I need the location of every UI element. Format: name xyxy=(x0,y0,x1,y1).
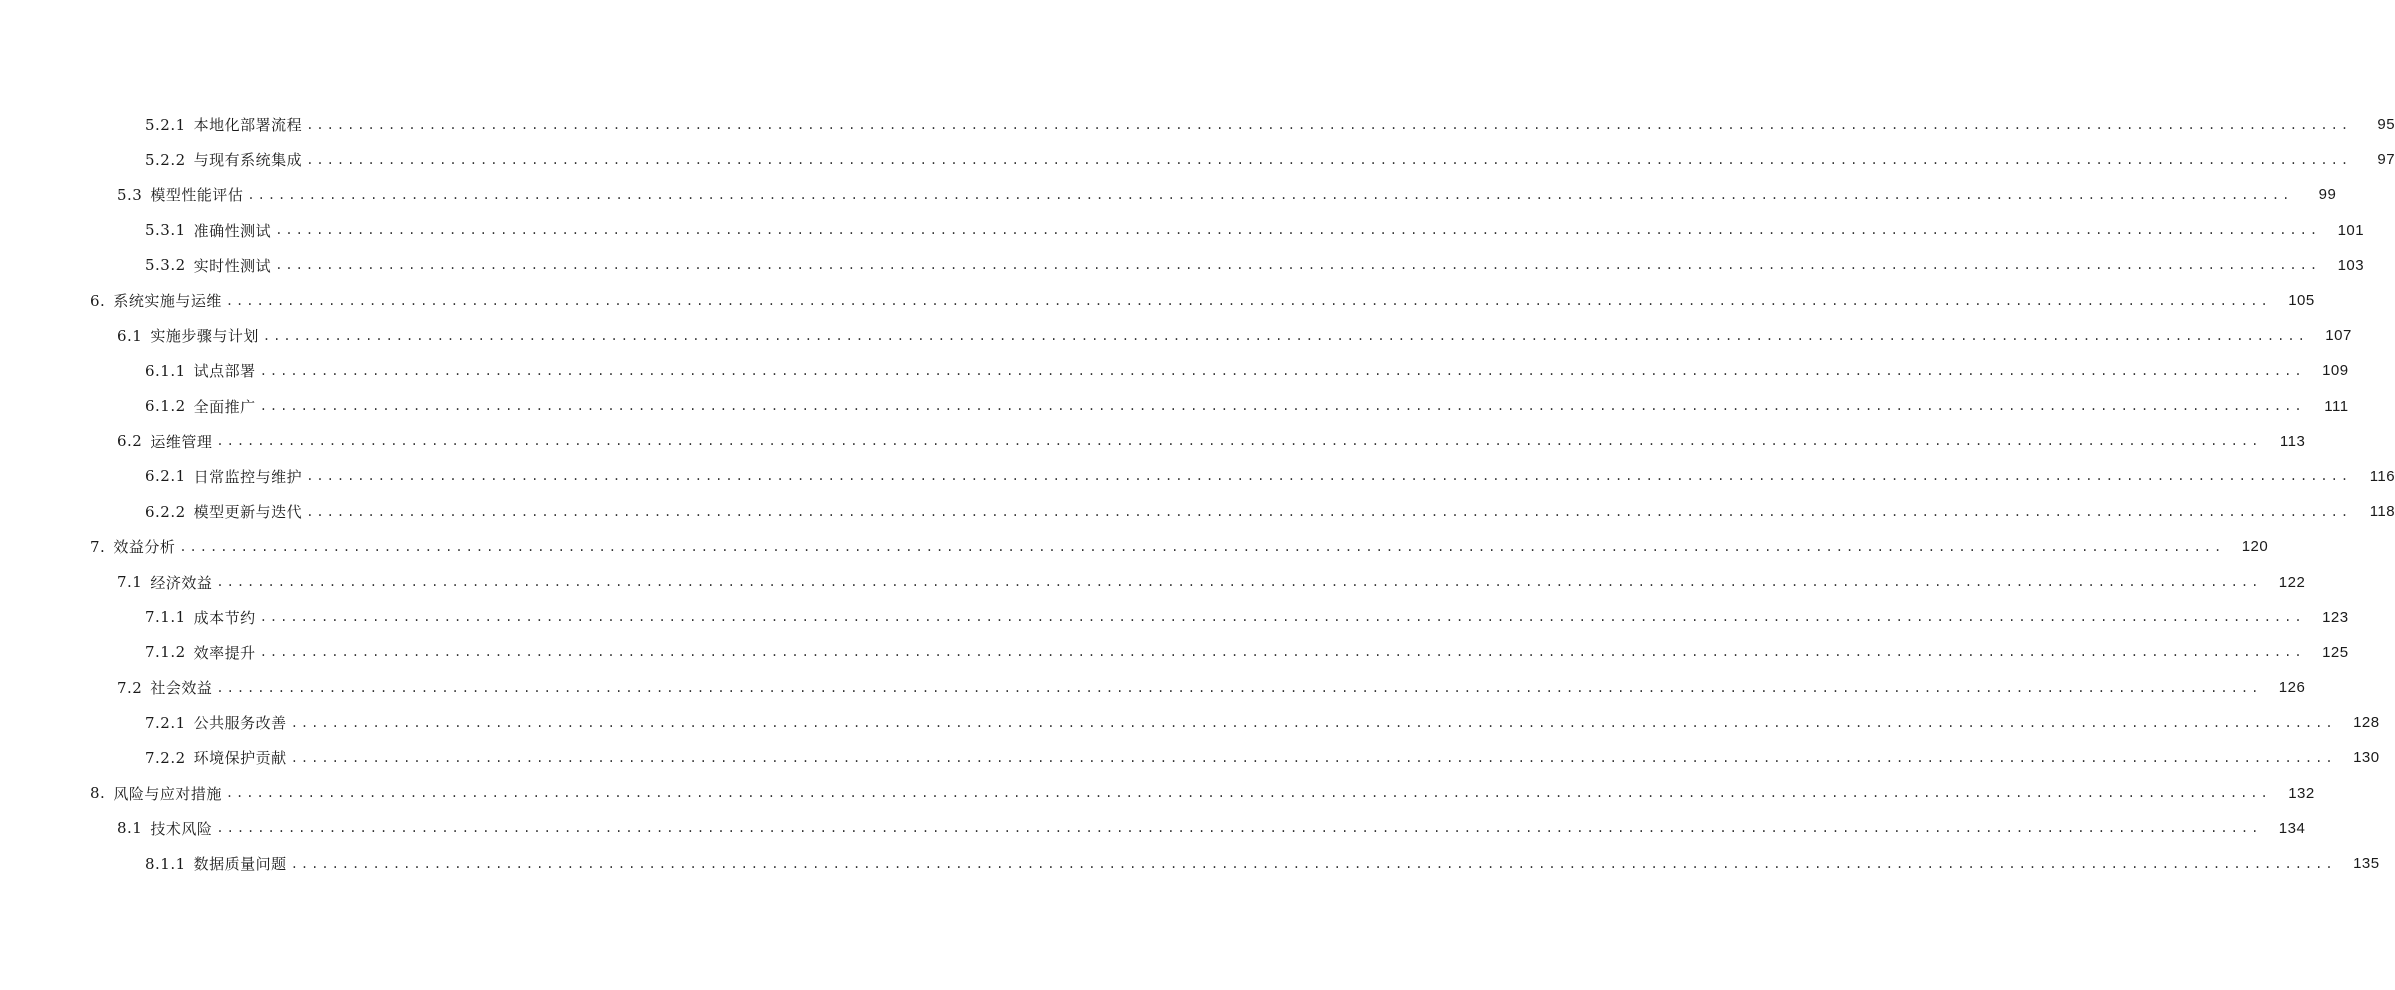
toc-entry-title: 本地化部署流程 xyxy=(193,116,303,135)
toc-page-number: 99 xyxy=(2318,186,2337,204)
toc-entry[interactable] xyxy=(0,459,2395,494)
toc-page-number: 109 xyxy=(2322,362,2349,380)
toc-dot-leader: ........................................................................................................................................................................................................ xyxy=(216,575,2262,590)
toc-entry-number: 5.3 xyxy=(117,185,143,204)
toc-entry-title: 实时性测试 xyxy=(193,256,272,275)
toc-entry[interactable] xyxy=(0,600,2349,635)
toc-entry-number: 8.1 xyxy=(117,819,143,838)
toc-entry[interactable] xyxy=(0,494,2395,529)
toc-entry[interactable] xyxy=(0,318,2352,353)
toc-entry-text xyxy=(145,747,287,768)
table-of-contents xyxy=(0,107,2395,881)
toc-dot-leader: ........................................................................................................................................................................................................ xyxy=(275,258,2321,273)
toc-page-number: 101 xyxy=(2337,221,2365,239)
toc-dot-leader: ........................................................................................................................................................................................................ xyxy=(179,539,2225,554)
toc-entry-text xyxy=(117,818,212,839)
toc-entry-number: 7.1 xyxy=(117,573,143,592)
toc-dot-leader: ........................................................................................................................................................................................................ xyxy=(259,645,2305,660)
toc-page-number: 134 xyxy=(2278,819,2306,837)
toc-entry-text xyxy=(145,607,256,628)
toc-page-number: 130 xyxy=(2353,749,2380,767)
toc-page-number: 103 xyxy=(2337,256,2365,274)
toc-entry-title: 模型性能评估 xyxy=(150,186,244,205)
toc-entry-number: 8. xyxy=(90,784,106,803)
toc-entry-text xyxy=(145,466,302,487)
toc-entry[interactable] xyxy=(0,142,2395,177)
toc-page-number: 123 xyxy=(2322,608,2349,626)
toc-dot-leader: ........................................................................................................................................................................................................ xyxy=(290,750,2336,765)
toc-entry-text xyxy=(117,325,259,346)
toc-dot-leader: ........................................................................................................................................................................................................ xyxy=(225,786,2271,801)
toc-entry-number: 6.2 xyxy=(117,432,143,451)
toc-dot-leader: ........................................................................................................................................................................................................ xyxy=(306,469,2352,484)
toc-entry[interactable] xyxy=(0,283,2315,318)
toc-entry-title: 实施步骤与计划 xyxy=(150,327,259,346)
toc-entry[interactable] xyxy=(0,846,2380,881)
toc-entry-number: 7.1.2 xyxy=(145,643,186,662)
toc-page-number: 113 xyxy=(2279,432,2306,450)
toc-entry-number: 5.3.2 xyxy=(145,256,186,275)
toc-page-number: 95 xyxy=(2377,116,2395,134)
toc-entry-number: 6. xyxy=(90,291,106,310)
toc-entry-number: 7. xyxy=(90,537,106,556)
toc-entry-text xyxy=(145,712,287,733)
toc-dot-leader: ........................................................................................................................................................................................................ xyxy=(262,328,2308,343)
toc-entry-title: 社会效益 xyxy=(150,679,213,698)
toc-dot-leader: ........................................................................................................................................................................................................ xyxy=(247,187,2293,202)
toc-entry-text xyxy=(145,114,302,135)
toc-dot-leader: ........................................................................................................................................................................................................ xyxy=(259,363,2305,378)
toc-entry[interactable] xyxy=(0,529,2269,564)
toc-entry-number: 6.2.2 xyxy=(145,502,186,521)
toc-entry[interactable] xyxy=(0,353,2349,388)
toc-dot-leader: ........................................................................................................................................................................................................ xyxy=(290,715,2336,730)
toc-entry[interactable] xyxy=(0,564,2306,599)
toc-entry-number: 6.1.2 xyxy=(145,397,186,416)
toc-entry-text xyxy=(90,536,175,557)
toc-entry[interactable] xyxy=(0,705,2380,740)
toc-entry-title: 经济效益 xyxy=(150,573,213,592)
toc-entry-number: 8.1.1 xyxy=(145,854,186,873)
toc-page-number: 107 xyxy=(2325,327,2352,345)
toc-page-number: 128 xyxy=(2353,714,2380,732)
toc-entry-text xyxy=(90,290,222,311)
toc-entry[interactable] xyxy=(0,248,2365,283)
toc-entry-text xyxy=(117,184,243,205)
toc-dot-leader: ........................................................................................................................................................................................................ xyxy=(306,152,2352,167)
toc-entry-title: 环境保护贡献 xyxy=(193,749,287,768)
toc-entry-title: 全面推广 xyxy=(193,397,256,416)
toc-entry[interactable] xyxy=(0,107,2395,142)
toc-entry-text xyxy=(145,642,256,663)
toc-entry[interactable] xyxy=(0,389,2349,424)
toc-entry-text xyxy=(145,396,256,417)
toc-entry-text xyxy=(145,360,256,381)
toc-page-number: 122 xyxy=(2278,573,2306,591)
toc-entry-number: 5.3.1 xyxy=(145,221,186,240)
toc-entry[interactable] xyxy=(0,177,2337,212)
toc-entry-title: 成本节约 xyxy=(193,608,256,627)
toc-page-number: 116 xyxy=(2369,467,2395,485)
toc-entry-title: 准确性测试 xyxy=(193,221,272,240)
toc-entry-title: 日常监控与维护 xyxy=(193,467,303,486)
toc-dot-leader: ........................................................................................................................................................................................................ xyxy=(216,434,2262,449)
toc-entry-number: 7.2.2 xyxy=(145,748,186,767)
toc-entry[interactable] xyxy=(0,740,2380,775)
toc-entry-number: 6.1.1 xyxy=(145,361,186,380)
toc-entry-number: 5.2.1 xyxy=(145,115,186,134)
toc-entry[interactable] xyxy=(0,635,2349,670)
toc-entry-number: 7.2.1 xyxy=(145,713,186,732)
toc-entry-title: 系统实施与运维 xyxy=(113,292,222,311)
toc-page-number: 105 xyxy=(2288,292,2315,310)
toc-dot-leader: ........................................................................................................................................................................................................ xyxy=(225,293,2271,308)
toc-entry[interactable] xyxy=(0,811,2306,846)
toc-entry-title: 运维管理 xyxy=(150,432,213,451)
toc-entry-text xyxy=(117,572,212,593)
toc-entry-text xyxy=(117,431,212,452)
toc-entry-title: 技术风险 xyxy=(150,819,213,838)
toc-entry-text xyxy=(90,783,222,804)
toc-entry-text xyxy=(145,220,271,241)
toc-entry-title: 效率提升 xyxy=(193,643,256,662)
toc-entry[interactable] xyxy=(0,213,2365,248)
toc-entry-text xyxy=(117,677,212,698)
toc-page-number: 135 xyxy=(2353,855,2380,873)
toc-entry-title: 试点部署 xyxy=(193,362,256,381)
toc-dot-leader: ........................................................................................................................................................................................................ xyxy=(259,610,2305,625)
toc-page-number: 118 xyxy=(2369,503,2395,521)
toc-page-number: 126 xyxy=(2278,679,2306,697)
toc-entry-text xyxy=(145,853,287,874)
toc-entry-title: 公共服务改善 xyxy=(193,714,287,733)
toc-entry[interactable] xyxy=(0,424,2306,459)
toc-entry-number: 6.1 xyxy=(117,326,143,345)
toc-entry-title: 效益分析 xyxy=(113,538,176,557)
toc-entry[interactable] xyxy=(0,776,2315,811)
toc-page-number: 132 xyxy=(2288,784,2315,802)
toc-entry-number: 6.2.1 xyxy=(145,467,186,486)
toc-entry-text xyxy=(145,149,302,170)
toc-entry-number: 7.2 xyxy=(117,678,143,697)
toc-entry-number: 7.1.1 xyxy=(145,608,186,627)
toc-entry-text xyxy=(145,501,302,522)
toc-page-number: 120 xyxy=(2241,538,2269,556)
toc-entry-title: 与现有系统集成 xyxy=(193,151,303,170)
toc-dot-leader: ........................................................................................................................................................................................................ xyxy=(290,856,2336,871)
toc-entry[interactable] xyxy=(0,670,2306,705)
toc-dot-leader: ........................................................................................................................................................................................................ xyxy=(216,680,2262,695)
toc-page-number: 97 xyxy=(2377,151,2395,169)
toc-dot-leader: ........................................................................................................................................................................................................ xyxy=(259,399,2305,414)
toc-dot-leader: ........................................................................................................................................................................................................ xyxy=(306,117,2352,132)
toc-entry-title: 数据质量问题 xyxy=(193,855,287,874)
toc-dot-leader: ........................................................................................................................................................................................................ xyxy=(216,821,2262,836)
toc-entry-text xyxy=(145,255,271,276)
toc-entry-number: 5.2.2 xyxy=(145,150,186,169)
toc-entry-title: 模型更新与迭代 xyxy=(193,503,303,522)
toc-dot-leader: ........................................................................................................................................................................................................ xyxy=(275,223,2321,238)
toc-dot-leader: ........................................................................................................................................................................................................ xyxy=(306,504,2352,519)
toc-page-number: 125 xyxy=(2322,643,2349,661)
toc-page-number: 111 xyxy=(2324,397,2349,415)
toc-entry-title: 风险与应对措施 xyxy=(113,784,222,803)
